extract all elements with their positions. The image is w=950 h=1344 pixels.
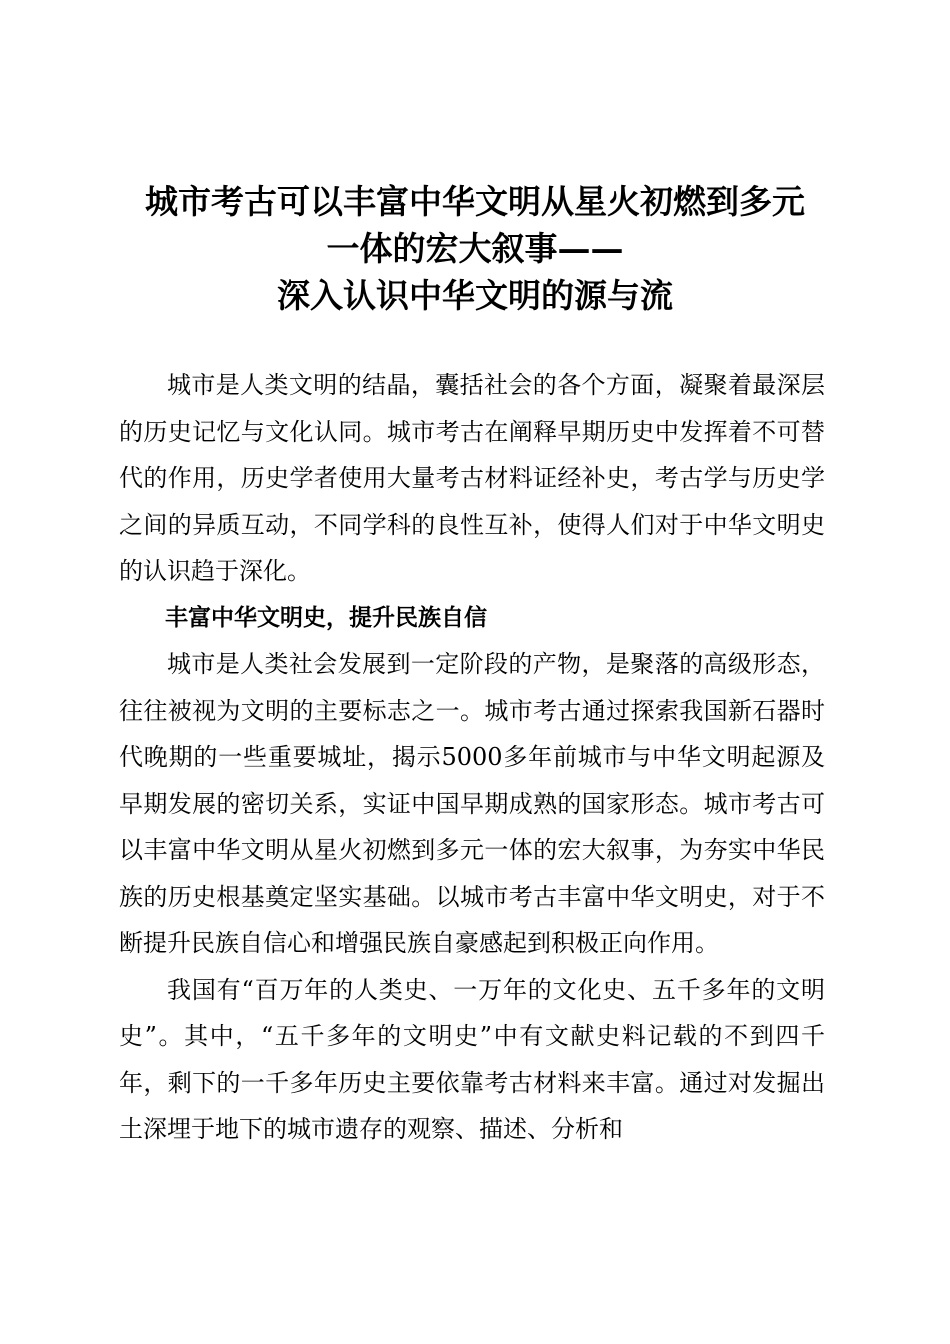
document-title bbox=[100, 178, 850, 319]
document-body bbox=[119, 362, 825, 1153]
title-line-1: 城市考古可以丰富中华文明从星火初燃到多元 bbox=[145, 182, 805, 221]
title-line-2: 一体的宏大叙事—— bbox=[326, 229, 624, 268]
title-line-3: 深入认识中华文明的源与流 bbox=[277, 276, 673, 315]
section-heading: 丰富中华文明史，提升民族自信 bbox=[165, 604, 487, 631]
section-paragraph-1: 城市是人类社会发展到一定阶段的产物，是聚落的高级形态，往往被视为文明的主要标志之一。城市考古通过探索我国新石器时代晚期的一些重要城址，揭示5000多年前城市与中华文明起源及早期发展的密切关系，实证中国早期成熟的国家形态。城市考古可以丰富中华文明从星火初燃到多元一体的宏大叙事，为夯实中华民族的历史根基奠定坚实基础。以城市考古丰富中华文明史，对于不断提升民族自信心和增强民族自豪感起到积极正向作用。 bbox=[119, 650, 825, 957]
intro-paragraph: 城市是人类文明的结晶，囊括社会的各个方面，凝聚着最深层的历史记忆与文化认同。城市考古在阐释早期历史中发挥着不可替代的作用，历史学者使用大量考古材料证经补史，考古学与历史学之间的异质互动，不同学科的良性互补，使得人们对于中华文明史的认识趋于深化。 bbox=[119, 371, 825, 585]
section-paragraph-2: 我国有“百万年的人类史、一万年的文化史、五千多年的文明史”。其中，“五千多年的文明史”中有文献史料记载的不到四千年，剩下的一千多年历史主要依靠考古材料来丰富。通过对发掘出土深埋于地下的城市遗存的观察、描述、分析和 bbox=[119, 975, 825, 1143]
